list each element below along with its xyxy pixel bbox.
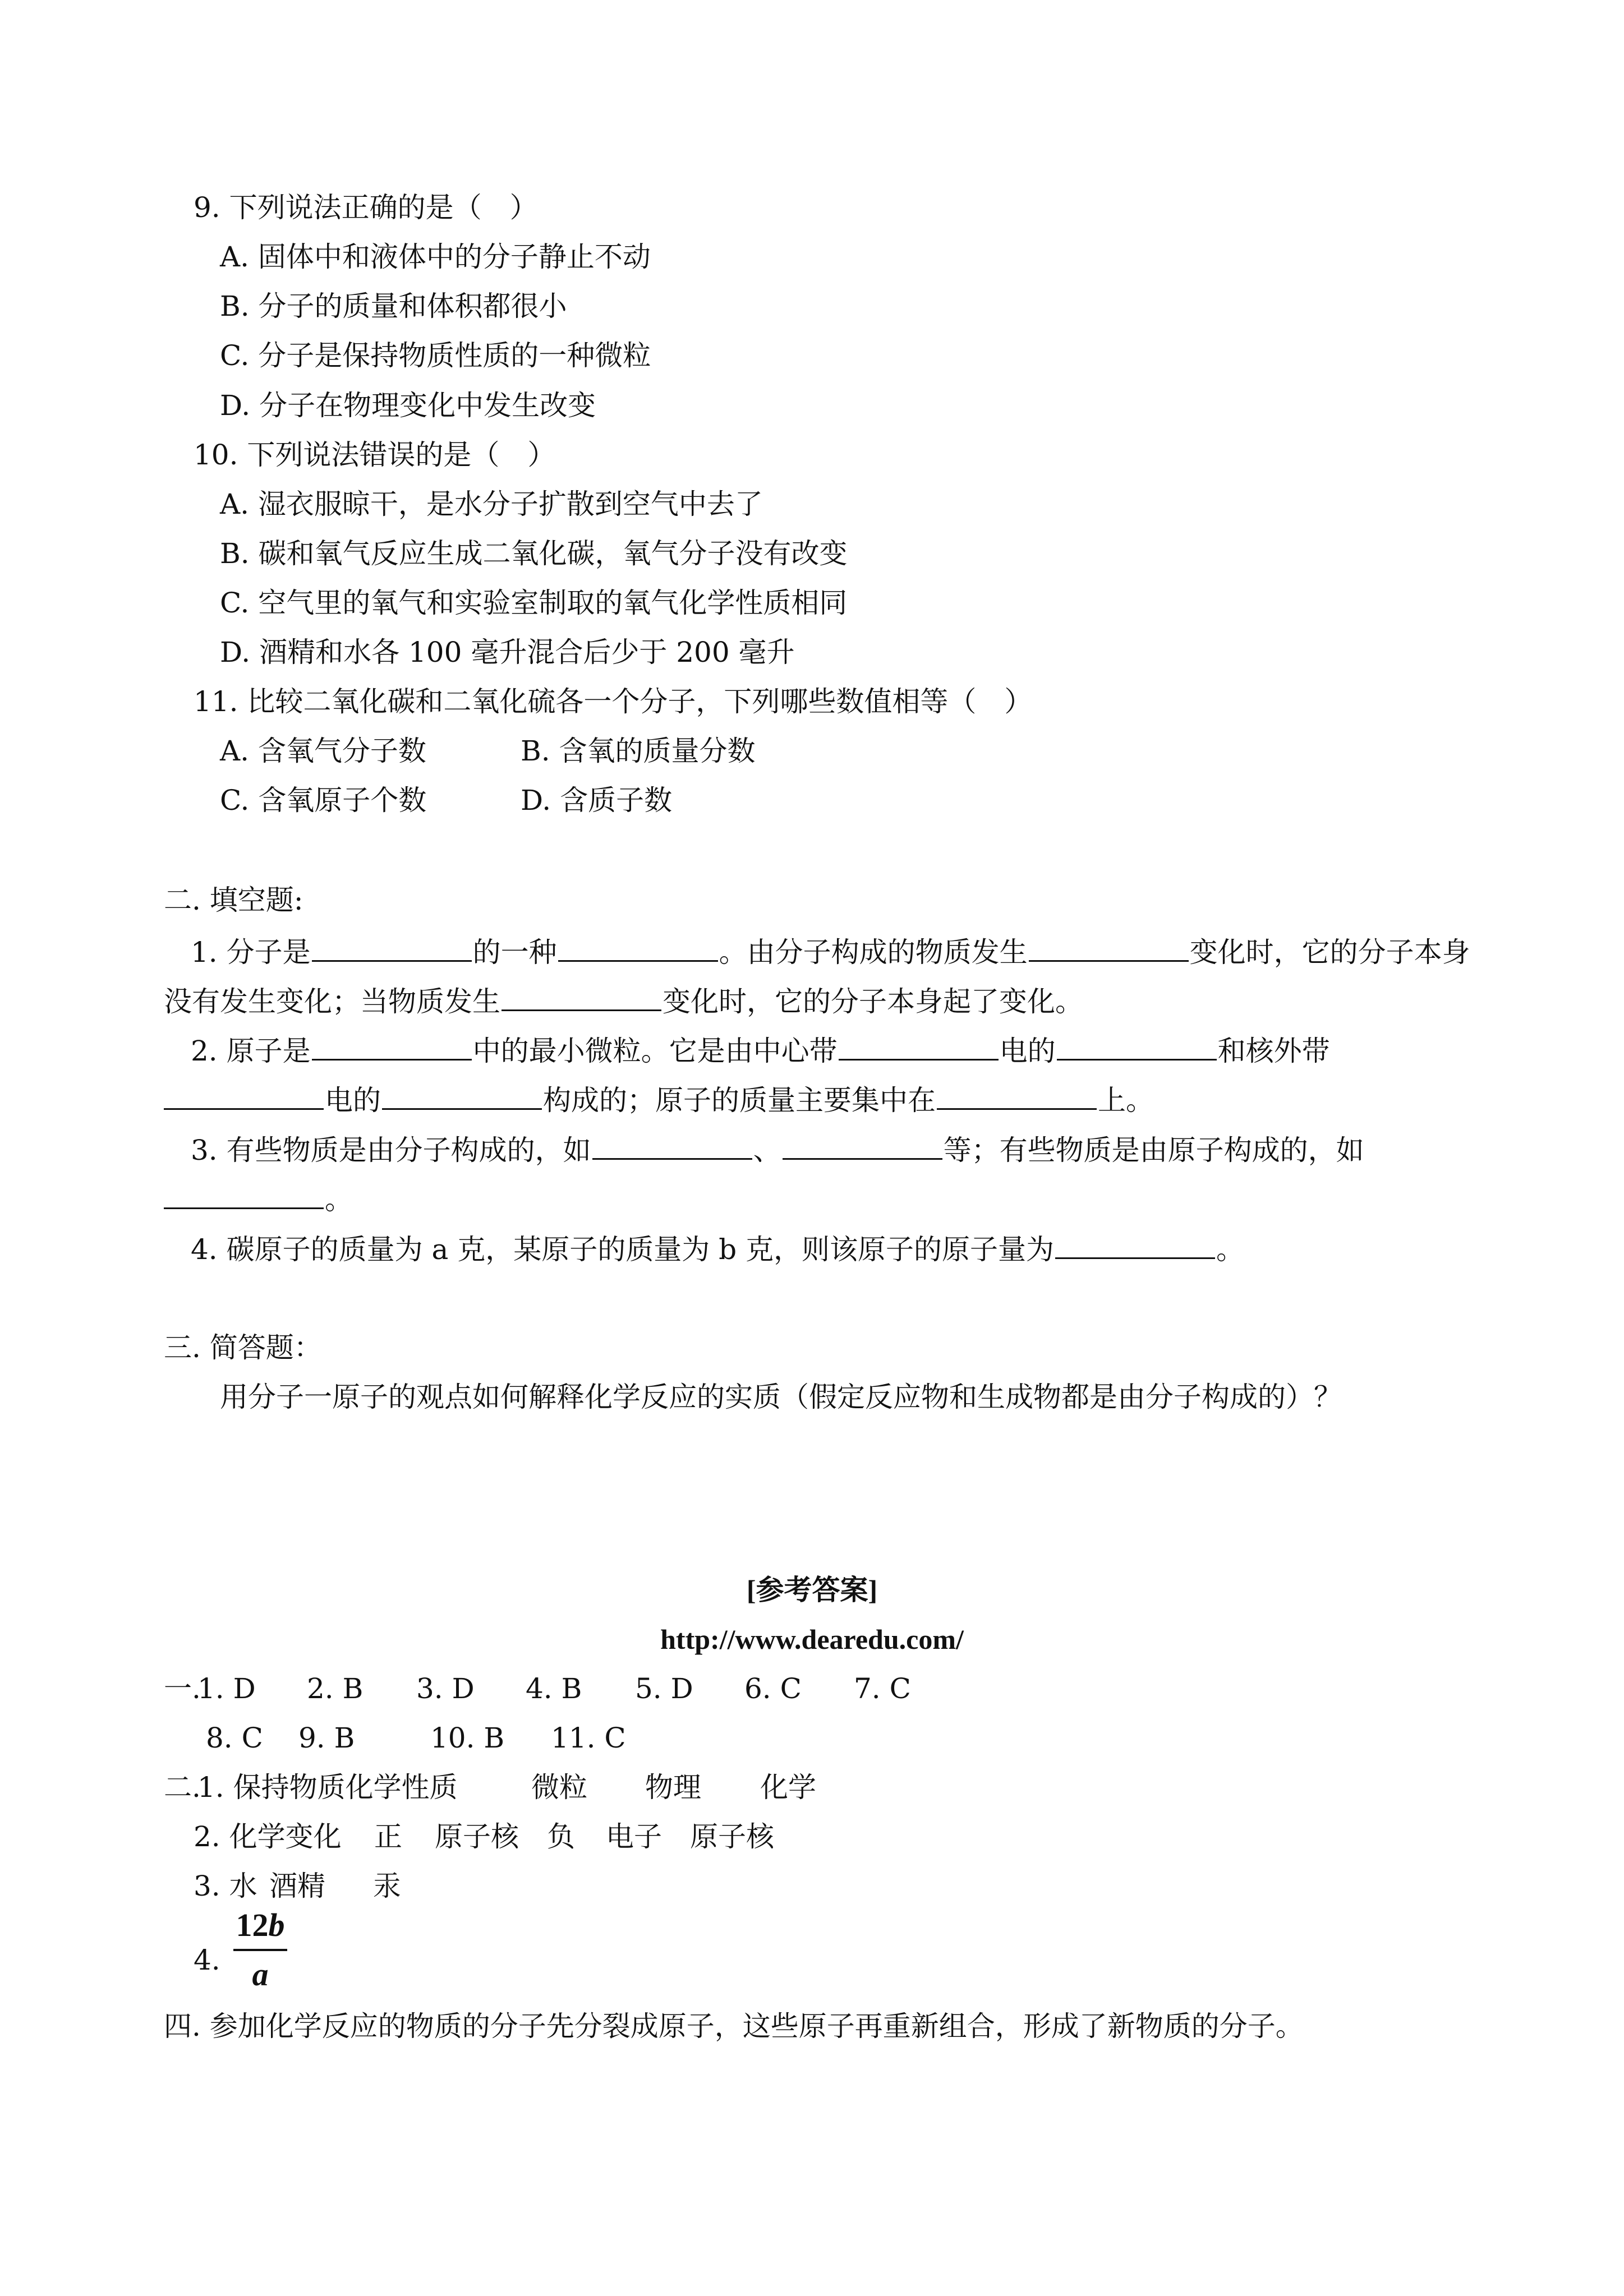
fraction-bar xyxy=(233,1949,287,1951)
q11-option-b: B. 含氧的质量分数 xyxy=(521,735,756,767)
answer-item: 原子核 xyxy=(690,1820,774,1853)
answer-item: 1. D xyxy=(197,1672,256,1705)
fill-q1-text: 变化时，它的分子本身 xyxy=(1189,936,1470,969)
answers-fill-1 xyxy=(164,1768,816,1807)
fill-q1-text: 。由分子构成的物质发生 xyxy=(719,936,1028,969)
fill-q3-text: 、 xyxy=(753,1134,781,1167)
answer-item: 酒精 xyxy=(269,1870,325,1902)
answer-item: 正 xyxy=(374,1820,402,1853)
fill-q4-text: 。 xyxy=(1216,1233,1244,1266)
answer-blank[interactable] xyxy=(502,980,661,1011)
answer-blank[interactable] xyxy=(937,1079,1097,1110)
q11-option-d: D. 含质子数 xyxy=(521,784,673,817)
answers-title: [参考答案] xyxy=(746,1574,878,1606)
answer-blank[interactable] xyxy=(312,931,472,962)
answer-item: 4. B xyxy=(526,1672,582,1705)
fill-q4-text: 4. 碳原子的质量为 a 克，某原子的质量为 b 克，则该原子的原子量为 xyxy=(191,1233,1054,1266)
fill-q2-text: 构成的；原子的质量主要集中在 xyxy=(543,1084,936,1117)
fill-q2-line2 xyxy=(163,1079,1154,1118)
answer-item: 微粒 xyxy=(531,1771,587,1804)
answers-section-label: 二. xyxy=(164,1771,201,1804)
q11-option-c: C. 含氧原子个数 xyxy=(220,784,427,817)
answer-blank[interactable] xyxy=(1029,931,1189,962)
answers-row-1 xyxy=(164,1669,911,1708)
fill-q1-text: 的一种 xyxy=(472,936,557,969)
fraction-denominator: a xyxy=(252,1956,269,1993)
answers-section-label: 一. xyxy=(164,1672,201,1705)
answer-item: 原子核 xyxy=(435,1820,519,1853)
answer-item: 7. C xyxy=(854,1672,911,1705)
q9-option-d: D. 分子在物理变化中发生改变 xyxy=(220,389,596,422)
fraction-answer xyxy=(232,1904,288,1996)
q9-stem: 9. 下列说法正确的是（ ） xyxy=(194,191,538,224)
fill-q1-text: 1. 分子是 xyxy=(191,936,311,969)
q10-option-c: C. 空气里的氧气和实验室制取的氧气化学性质相同 xyxy=(220,587,848,619)
short-heading: 三. 简答题： xyxy=(164,1331,322,1364)
fill-q2-text: 和核外带 xyxy=(1217,1035,1330,1067)
fill-q3-line1 xyxy=(191,1129,1364,1168)
answer-blank[interactable] xyxy=(558,931,718,962)
fill-q3-text: 3. 有些物质是由分子构成的，如 xyxy=(191,1134,591,1167)
answer-item: 8. C xyxy=(206,1722,263,1754)
fill-q1-line1 xyxy=(191,931,1470,970)
answer-blank[interactable] xyxy=(312,1030,472,1061)
answer-item: 3. D xyxy=(416,1672,475,1705)
q11-option-a: A. 含氧气分子数 xyxy=(220,735,426,767)
answer-blank[interactable] xyxy=(1055,1228,1215,1259)
answer-blank[interactable] xyxy=(783,1129,942,1160)
fill-q2-text: 中的最小微粒。它是由中心带 xyxy=(472,1035,838,1067)
fill-q1-line2 xyxy=(164,980,1083,1020)
fill-q3-line2 xyxy=(163,1178,353,1218)
answer-blank[interactable] xyxy=(839,1030,999,1061)
answer-item: 物理 xyxy=(645,1771,701,1804)
answer-item: 2. B xyxy=(307,1672,364,1705)
answer-item: 6. C xyxy=(744,1672,802,1705)
fill-q2-text: 电的 xyxy=(999,1035,1056,1067)
q11-stem: 11. 比较二氧化碳和二氧化硫各一个分子，下列哪些数值相等（ ） xyxy=(194,685,1033,718)
answer-item: 3. 水 xyxy=(194,1870,257,1902)
answers-url[interactable]: http://www.dearedu.com/ xyxy=(660,1624,964,1655)
fill-q2-text: 上。 xyxy=(1098,1084,1154,1117)
answer-item: 9. B xyxy=(298,1722,355,1754)
answer-item: 汞 xyxy=(373,1870,401,1902)
answer-item: 11. C xyxy=(551,1722,626,1754)
q9-option-b: B. 分子的质量和体积都很小 xyxy=(220,290,567,322)
answer-item: 10. B xyxy=(430,1722,505,1754)
fill-q1-text: 变化时，它的分子本身起了变化。 xyxy=(663,985,1083,1018)
answers-q4: 四. 参加化学反应的物质的分子先分裂成原子，这些原子再重新组合，形成了新物质的分子。 xyxy=(164,2010,1304,2043)
q9-option-a: A. 固体中和液体中的分子静止不动 xyxy=(220,241,651,273)
q10-option-d: D. 酒精和水各 100 毫升混合后少于 200 毫升 xyxy=(220,636,795,668)
q9-option-c: C. 分子是保持物质性质的一种微粒 xyxy=(220,339,651,372)
answer-blank[interactable] xyxy=(382,1079,542,1110)
answer-item: 2. 化学变化 xyxy=(194,1820,342,1853)
q10-stem: 10. 下列说法错误的是（ ） xyxy=(194,439,556,471)
numerator-variable: b xyxy=(268,1907,285,1943)
fill-q2-line1 xyxy=(191,1030,1330,1069)
fraction-numerator xyxy=(232,1904,288,1947)
q10-option-b: B. 碳和氧气反应生成二氧化碳，氧气分子没有改变 xyxy=(220,537,848,570)
answer-item: 1. 保持物质化学性质 xyxy=(197,1771,458,1804)
fill-q2-text: 2. 原子是 xyxy=(191,1035,311,1067)
answer-item: 5. D xyxy=(635,1672,693,1705)
answer-item: 负 xyxy=(547,1820,575,1853)
short-question: 用分子一原子的观点如何解释化学反应的实质（假定反应物和生成物都是由分子构成的）？ xyxy=(220,1381,1342,1413)
answer-blank[interactable] xyxy=(164,1178,324,1209)
answer-blank[interactable] xyxy=(592,1129,752,1160)
answer-blank[interactable] xyxy=(164,1079,324,1110)
fill-q2-text: 电的 xyxy=(325,1084,381,1117)
answer-item: 电子 xyxy=(606,1820,662,1853)
q10-option-a: A. 湿衣服晾干，是水分子扩散到空气中去了 xyxy=(220,488,763,520)
answer-blank[interactable] xyxy=(1057,1030,1217,1061)
fill-q4-line xyxy=(191,1228,1244,1267)
fill-q3-text: 。 xyxy=(325,1183,353,1216)
answers-fill-4-label: 4. xyxy=(194,1944,220,1976)
fill-q1-text: 没有发生变化；当物质发生 xyxy=(164,985,500,1018)
answer-item: 化学 xyxy=(760,1771,816,1804)
fill-heading: 二. 填空题: xyxy=(164,884,303,916)
fill-q3-text: 等；有些物质是由原子构成的，如 xyxy=(943,1134,1364,1167)
numerator-number: 12 xyxy=(236,1907,269,1943)
